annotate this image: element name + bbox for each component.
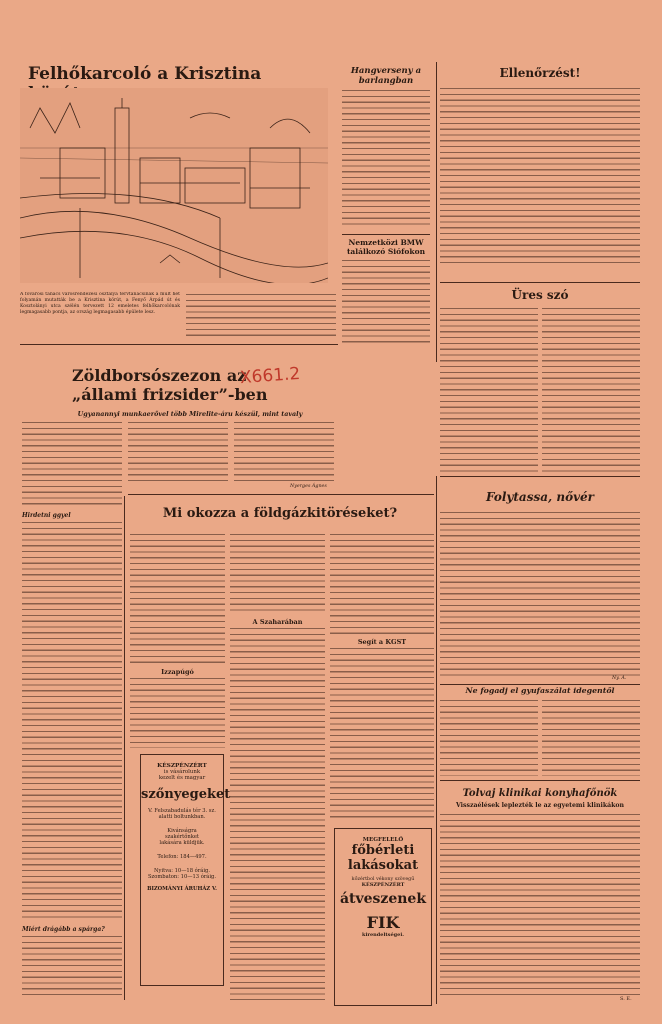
ad-logo: FIK [366, 913, 400, 932]
column-divider [124, 496, 125, 1000]
ad-line: kőzértbol vékony szövegű [351, 877, 415, 882]
section-segit-kgst: Segít a KGST [357, 638, 407, 646]
advert-szonyeg [140, 754, 231, 986]
article-szaharaban-text [230, 628, 325, 1000]
ad-line: KÉSZPÉNZÉRT [361, 882, 405, 888]
city-sketch-illustration [20, 88, 328, 283]
byline-zoldborso: Nyerges Ágnes [290, 484, 327, 489]
article-zoldborso-col2 [128, 422, 228, 482]
ad-line: is vásárolunk [163, 769, 201, 775]
ad-shop: BIZOMÁNYI ÁRUHÁZ V. [147, 886, 217, 892]
subtitle-tolvaj: Visszaélések leplezték le az egyetemi klinikákon [455, 802, 625, 809]
headline-hangverseny: Hangverseny a barlangban [350, 66, 422, 86]
ad-line: MEGFELELŐ [362, 837, 404, 843]
byline-tolvaj: S. E. [620, 996, 632, 1002]
divider [342, 234, 430, 235]
ad-line: alatti boltunkban. [158, 814, 206, 820]
article-gyufaszal-col1 [440, 700, 538, 776]
column-divider [436, 62, 437, 362]
article-foldgaz-col1 [130, 534, 225, 664]
ad-line: kezelt és magyar [158, 775, 206, 781]
ad-line: szakértőnket [164, 834, 200, 840]
subtitle-zoldborso: Ugyanannyi munkaerővel több Mirelite-áru készül, mint tavaly [77, 410, 303, 418]
ad-big-text: főbérleti [351, 843, 415, 858]
article-ellenorzest-text [440, 88, 640, 268]
article-izzapugo-text [130, 678, 225, 748]
ad-line: KÉSZPÉNZÉRT [157, 763, 207, 769]
divider [440, 282, 640, 283]
article-gyufaszal-col2 [542, 700, 640, 776]
divider [20, 344, 338, 345]
ad-line: lakására küldjük. [159, 840, 205, 846]
article-foldgaz-col3 [330, 534, 434, 634]
article-kgst-text [330, 648, 434, 820]
headline-tolvaj: Tolvaj klinikai konyhafőnök [462, 788, 618, 799]
article-felhokarcolo-text [186, 294, 336, 338]
ad-line: V. Felszabadulás tér 3. sz. [148, 808, 216, 814]
section-izzapugo: Izzapúgó [161, 668, 194, 676]
article-foldgaz-col2 [230, 534, 325, 614]
divider [440, 476, 640, 477]
headline-ellenorzest: Ellenőrzést! [499, 66, 581, 80]
article-ures-szo-col1 [440, 308, 538, 472]
ad-line: Szombaton: 10—13 óráig. [147, 874, 217, 880]
headline-ures-szo: Üres szó [511, 288, 569, 302]
article-bmw-text [342, 260, 430, 344]
article-folytassa-text [440, 512, 640, 676]
headline-folytassa: Folytassa, nővér [485, 490, 595, 504]
headline-felhokarcolo: Felhőkarcoló a Krisztina [28, 64, 262, 84]
ad-line: Nyitva: 10—18 óráig. [154, 868, 210, 874]
headline-foldgaz: Mi okozza a földgázkitöréseket? [162, 506, 398, 521]
section-hirdetni: Hirdetni ggyel [22, 512, 71, 519]
article-zoldborso-col1b [22, 522, 122, 922]
byline-folytassa: Ny. A. [612, 676, 627, 681]
ad-big-text: szőnyegeket [141, 787, 231, 802]
ad-phone: Telefon: 184—497. [157, 854, 207, 860]
ad-line: kirendeltségei. [361, 932, 404, 938]
article-felhokarcolo-lead: A fővárosi tanács városrendezési osztálya tervtanácsinak a múlt hét folyamán mutatták be a Krisztina körút, a Fenyő Árpád út és Kosztolányi utca szélén tervezett 12 emeletes felhőkarcolónak legmagasabb pontja, az ország legmagasabb épülete lesz. [20, 292, 180, 315]
article-zoldborso-col1c [22, 936, 122, 1000]
section-miert-dragabb: Miért drágább a spárga? [22, 926, 105, 933]
section-szaharaban: A Szaharában [252, 618, 303, 626]
article-ures-szo-col2 [542, 308, 640, 472]
column-divider [436, 476, 437, 1004]
handwritten-stamp: X661.2 [239, 363, 301, 389]
advert-foberleti [334, 828, 432, 1006]
divider [440, 684, 640, 685]
article-zoldborso-col3 [234, 422, 334, 482]
ad-big-text: átveszenek [339, 891, 427, 907]
article-zoldborso-col1 [22, 422, 122, 507]
article-tolvaj-text [440, 814, 640, 996]
headline-zoldborso-text: Zöldborsószezon az „állami frizsider”-ben [72, 366, 268, 404]
ad-big-text: lakásokat [347, 858, 419, 873]
divider [128, 494, 434, 495]
ad-line: Kivánságra [167, 828, 197, 834]
divider [440, 780, 640, 781]
article-hangverseny-text [342, 90, 430, 228]
headline-gyufaszal: Ne fogadj el gyufaszálat idegentől [465, 686, 615, 695]
headline-bmw: Nemzetközi BMW találkozó Siófokon [346, 238, 426, 256]
